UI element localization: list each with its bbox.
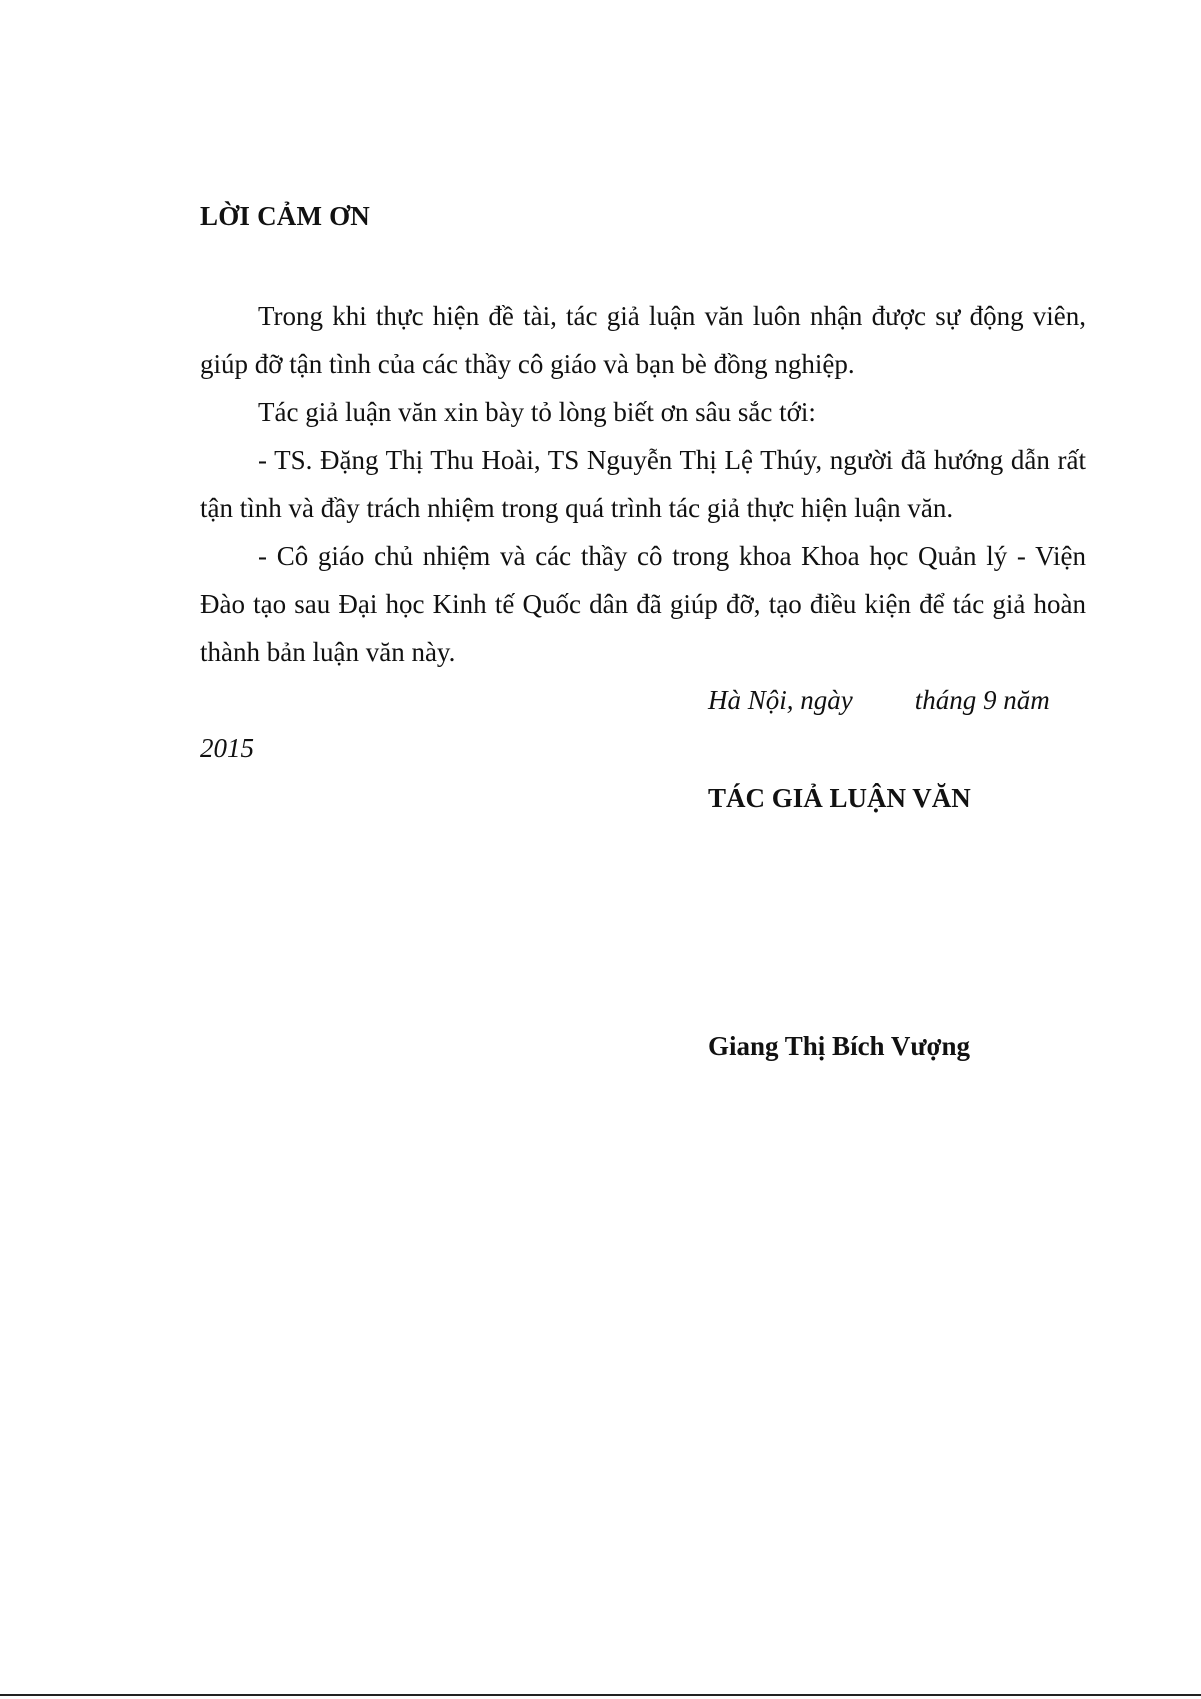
date-place-day: Hà Nội, ngày <box>708 685 853 715</box>
paragraph-gratitude: Tác giả luận văn xin bày tỏ lòng biết ơn sâu sắc tới: <box>258 397 816 427</box>
paragraph-faculty: - Cô giáo chủ nhiệm và các thầy cô trong khoa Khoa học Quản lý - Viện Đào tạo sau Đại học Kinh tế Quốc dân đã giúp đỡ, tạo điều kiện để tác giả hoàn thành bản luận văn này. <box>200 541 1086 667</box>
paragraph-intro: Trong khi thực hiện đề tài, tác giả luận văn luôn nhận được sự động viên, giúp đỡ tận tình của các thầy cô giáo và bạn bè đồng nghiệp. <box>200 301 1086 379</box>
date-text <box>708 676 1050 724</box>
signature-name: Giang Thị Bích Vượng <box>708 1031 970 1061</box>
date-year: 2015 <box>200 733 254 763</box>
signature-title: TÁC GIẢ LUẬN VĂN <box>708 783 971 813</box>
page-bottom-rule <box>0 1694 1201 1696</box>
document-heading: LỜI CẢM ƠN <box>200 201 370 231</box>
paragraph-supervisors: - TS. Đặng Thị Thu Hoài, TS Nguyễn Thị Lệ Thúy, người đã hướng dẫn rất tận tình và đầy trách nhiệm trong quá trình tác giả thực hiện luận văn. <box>200 445 1086 523</box>
date-month: tháng 9 năm <box>914 685 1050 715</box>
